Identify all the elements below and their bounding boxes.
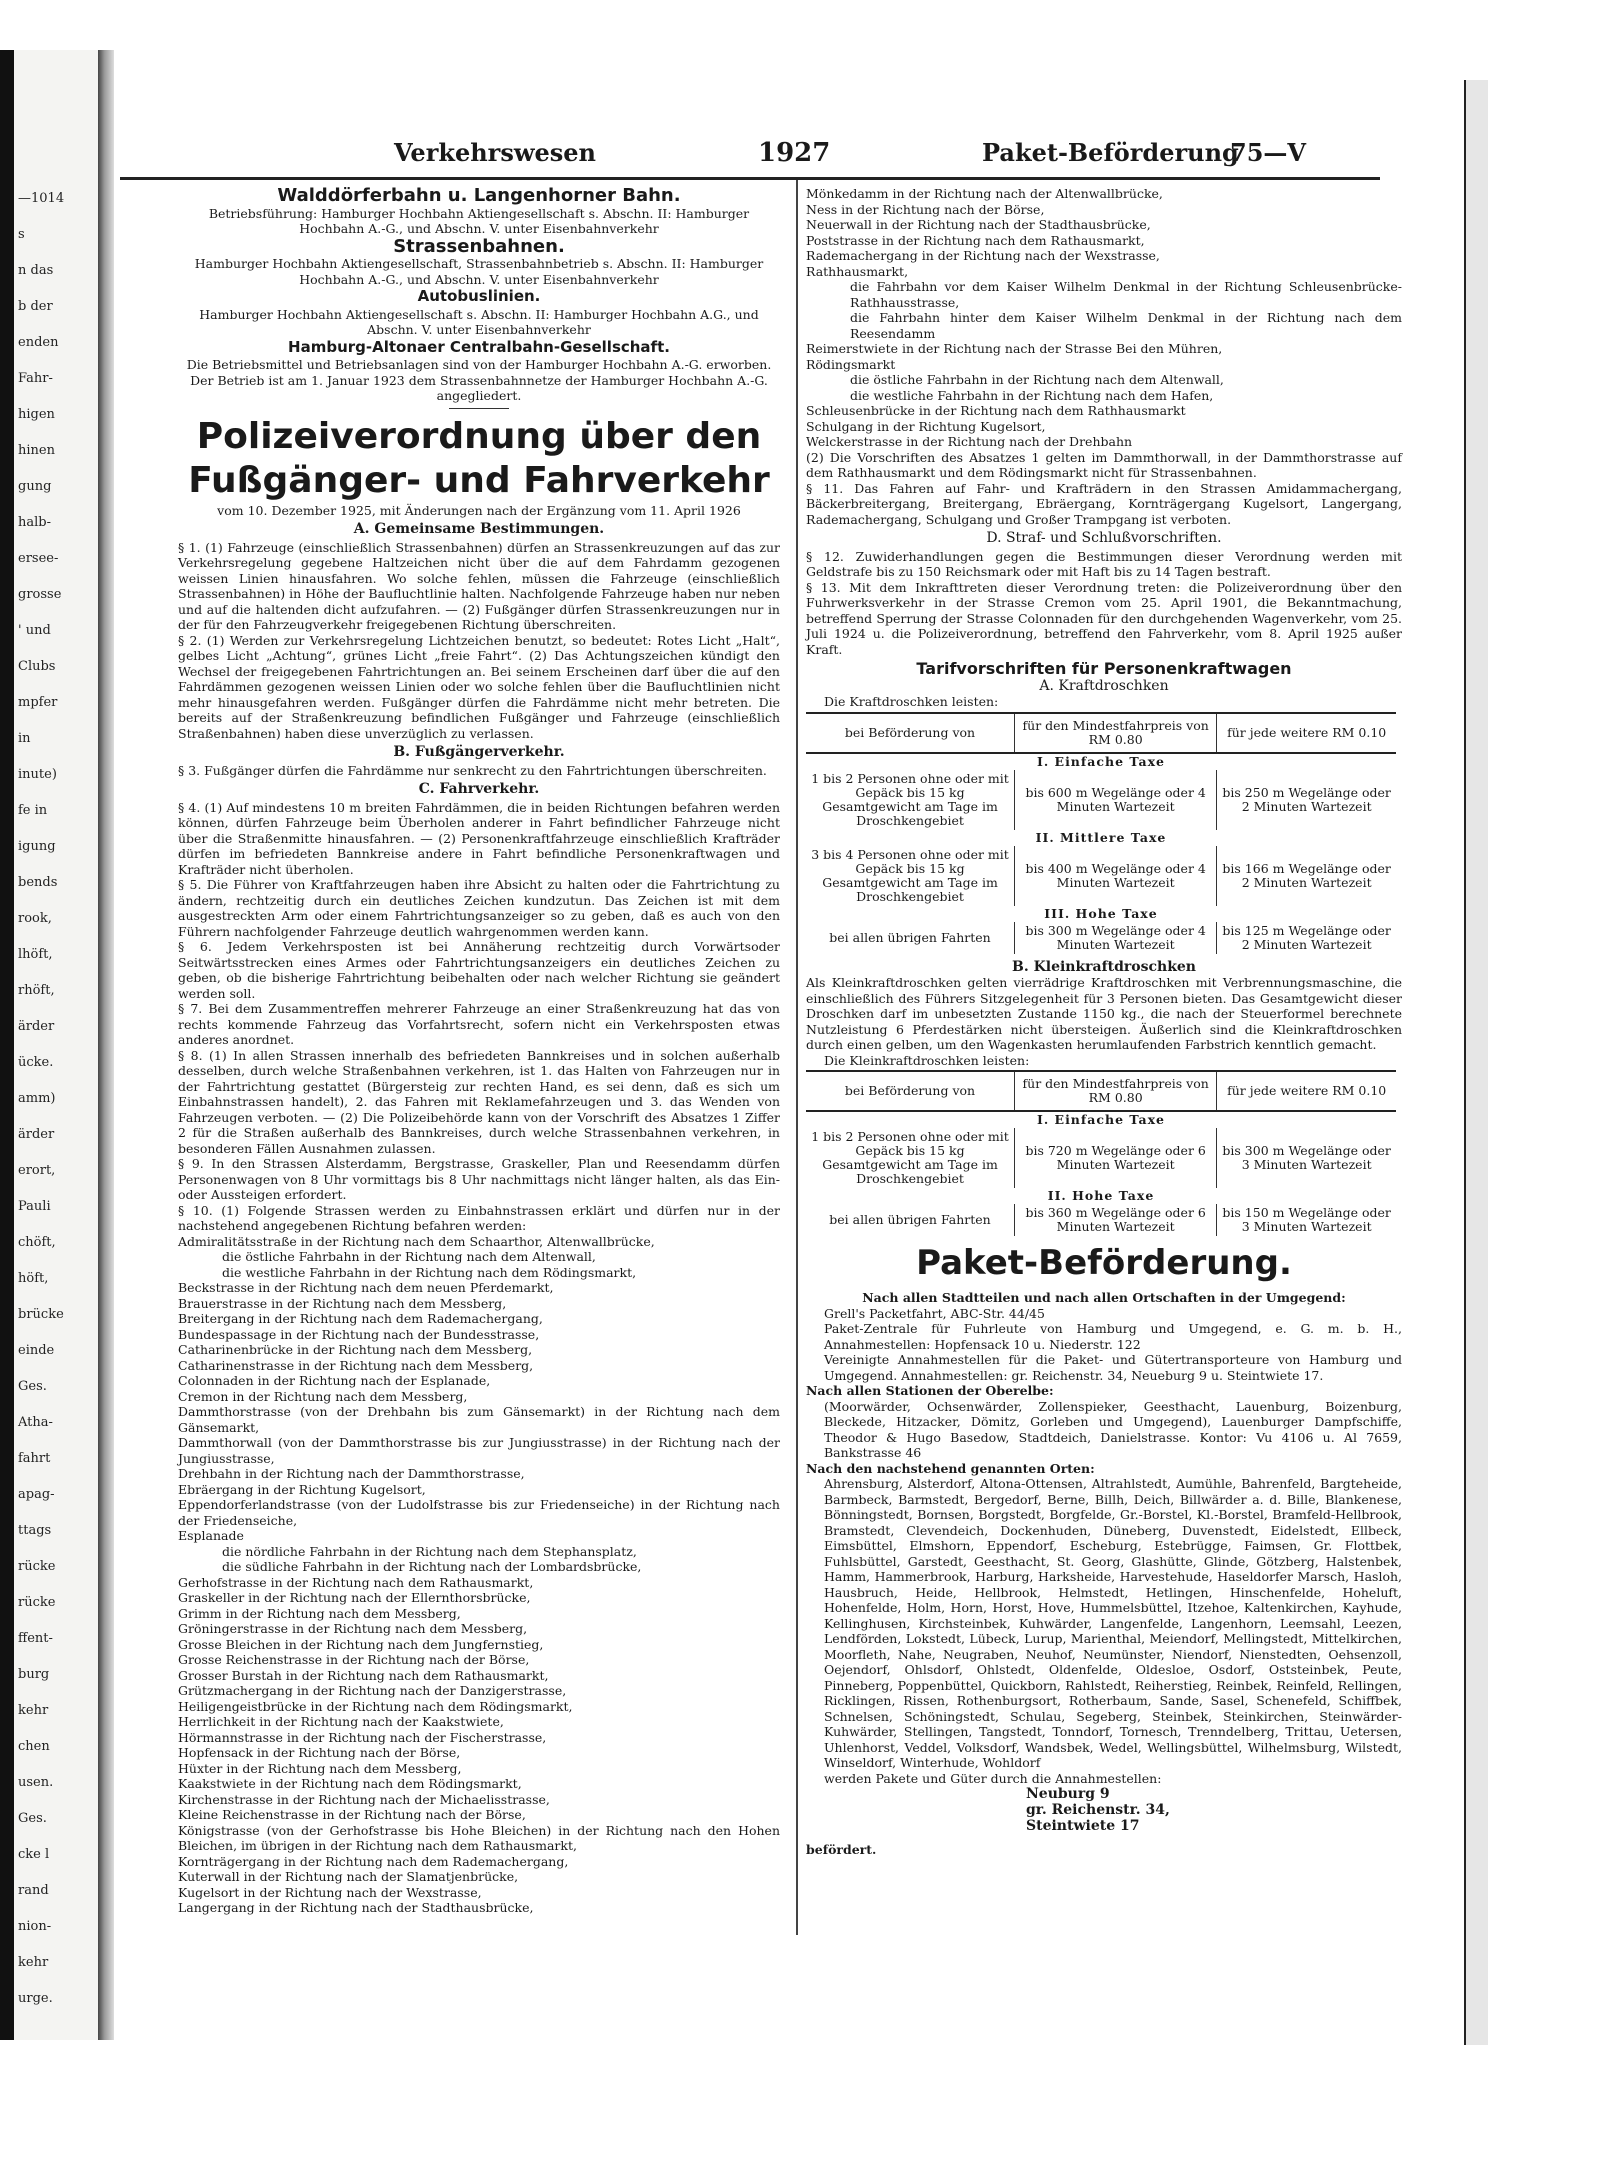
table-head-minimum: für den Mindestfahrpreis von RM 0.80 xyxy=(1015,713,1217,753)
street-entry: Beckstrasse in der Richtung nach dem neuen Pferdemarkt, xyxy=(178,1280,554,1295)
margin-fragment: gung xyxy=(18,479,52,494)
paragraph-10-2: (2) Die Vorschriften des Absatzes 1 gelten im Dammthorwall, in der Dammthorstrasse auf dem Rathhausmarkt und dem Rödingsmarkt nicht für Strassenbahnen. xyxy=(806,449,1402,480)
margin-fragment: apag- xyxy=(18,1487,55,1502)
margin-fragment: Clubs xyxy=(18,659,56,674)
tariff-passengers: bei allen übrigen Fahrten xyxy=(829,929,991,945)
margin-fragment: bends xyxy=(18,875,58,890)
orte-heading: Nach den nachstehend genannten Orten: xyxy=(806,1460,1095,1476)
street-entry: Grosse Bleichen in der Richtung nach dem Jungfernstieg, xyxy=(178,1636,544,1652)
tariff-band-label: I. Einfache Taxe xyxy=(1036,1112,1165,1127)
annahme-address: gr. Reichenstr. 34, xyxy=(1026,1802,1170,1818)
one-way-street-list-continued xyxy=(806,186,1402,450)
margin-fragment: rhöft, xyxy=(18,983,55,998)
street-entry: Hopfensack in der Richtung nach der Börse, xyxy=(178,1745,461,1760)
margin-fragment: chöft, xyxy=(18,1235,56,1250)
street-entry: Kuterwall in der Richtung nach der Slamatjenbrücke, xyxy=(178,1869,519,1884)
street-entry: Breitergang in der Richtung nach dem Rademachergang, xyxy=(178,1311,543,1326)
tariff-b-text: Als Kleinkraftdroschken gelten vierrädrige Kraftdroschken mit Verbrennungsmaschine, die einschließlich des Führers Sitzgelegenheit für 3 Personen bieten. Das Gesamtgewicht dieser Droschken darf im unbesetzten Zustande 1150 kg., die nach der Steuerformel berechnete Nutzleistung 6 Pferdestärken nicht übersteigen. Äußerlich sind die Kleinkraftdroschken durch einen gelben, um den Wagenkasten herumlaufenden Farbstrich kenntlich gemacht. xyxy=(806,975,1402,1052)
paket-intro: Nach allen Stadtteilen und nach allen Ortschaften in der Umgegend: xyxy=(862,1290,1346,1305)
paragraph-2: § 2. (1) Werden zur Verkehrsregelung Lichtzeichen benutzt, so bedeutet: Rotes Licht „Halt“, gelbes Licht „Achtung“, grünes Licht „freie Fahrt“. (2) Das Achtungszeichen kündigt den Wechsel der freigegebenen Fahrtrichtungen an. Bei seinem Erscheinen darf über die auf den Fahrdämmen gezogenen weissen Linien oder wo solche fehlen über die Baufluchtlinien nicht mehr hinausgefahren werden. Fußgänger dürfen die Fahrdämme nicht mehr betreten. Die bereits auf der Straßenkreuzung befindlichen Fußgänger und Fahrzeuge (einschließlich Straßenbahnen) haben diese unverzüglich zu verlassen. xyxy=(178,632,780,741)
street-entry: Cremon in der Richtung nach dem Messberg, xyxy=(178,1388,468,1404)
paragraph-8: § 8. (1) In allen Strassen innerhalb des befriedeten Bannkreises und in solchen außerhalb desselben, durch welche Straßenbahnen verkehren, ist 1. das Halten von Fahrzeugen nur in der Fahrtrichtung gestattet (Bürgersteig zur rechten Hand, es sei denn, daß es sich um Einbahnstrassen handelt), 2. das Fahren mit Reklamefahrzeugen und 3. das Wenden von Fahrzeugen verboten. — (2) Die Polizeibehörde kann von der Vorschrift des Absatzes 1 Ziffer 2 für die Straßen außerhalb des Bannkreises, durch welche Strassenbahnen verkehren, in besonderen Fällen Ausnahmen zulassen. xyxy=(178,1047,780,1156)
paragraph-3: § 3. Fußgänger dürfen die Fahrdämme nur senkrecht zu den Fahrtrichtungen überschreiten. xyxy=(178,762,767,778)
paragraph-1: § 1. (1) Fahrzeuge (einschließlich Strassenbahnen) dürfen an Strassenkreuzungen auf das zur Verkehrsregelung gegebene Haltzeichen nicht über die auf dem Fahrdamm gezogenen weissen Linien hinausfahren. Wo solche fehlen, müssen die Fahrzeuge (einschließlich Strassenbahnen) in Höhe der Baufluchtlinie halten. Nachfolgende Fahrzeuge haben nur neben und auf die haltenden dicht aufzufahren. — (2) Fußgänger dürfen Strassenkreuzungen nur in der für den Fahrzeugverkehr freigegebenen Richtung überschreiten. xyxy=(178,539,780,632)
table-row xyxy=(806,846,1396,906)
autobus-heading: Autobuslinien. xyxy=(417,287,541,305)
margin-fragment: nion- xyxy=(18,1919,52,1934)
tariff-b-heading: B. Kleinkraftdroschken xyxy=(1012,958,1196,975)
street-entry: Grosser Burstah in der Richtung nach dem Rathausmarkt, xyxy=(178,1667,549,1683)
street-entry: Königstrasse (von der Gerhofstrasse bis Hohe Bleichen) in der Richtung nach den Hohen Bleichen, im übrigen in der Richtung nach dem Rathausmarkt, xyxy=(178,1822,780,1853)
autobus-text: Hamburger Hochbahn Aktiengesellschaft s. Abschn. II: Hamburger Hochbahn A.G., und Abschn. V. unter Eisenbahnverkehr xyxy=(199,306,759,337)
margin-fragment: ärder xyxy=(18,1127,55,1142)
margin-fragment: b der xyxy=(18,299,53,314)
street-entry: Drehbahn in der Richtung nach der Dammthorstrasse, xyxy=(178,1466,525,1481)
street-entry: Mönkedamm in der Richtung nach der Altenwallbrücke, xyxy=(806,186,1163,201)
margin-fragment: urge. xyxy=(18,1991,53,2006)
street-entry: Catharinenbrücke in der Richtung nach dem Messberg, xyxy=(178,1342,533,1357)
section-a-heading: A. Gemeinsame Bestimmungen. xyxy=(353,521,605,537)
tariff-band-row xyxy=(806,1111,1396,1128)
margin-fragment: fahrt xyxy=(18,1451,51,1466)
street-entry: die südliche Fahrbahn in der Richtung nach der Lombardsbrücke, xyxy=(222,1559,642,1574)
margin-fragment: igung xyxy=(18,839,56,854)
book-gutter xyxy=(98,50,114,2040)
paragraph-4: § 4. (1) Auf mindestens 10 m breiten Fahrdämmen, die in beiden Richtungen befahren werden können, dürfen Fahrzeuge beim Überholen anderer in Fahrt befindlicher Fahrzeuge nicht über die Straßenmitte hinausfahren. — (2) Personenkraftfahrzeuge einschließlich Krafträder dürfen im befriedeten Bannkreise andere in Fahrt befindliche Personenkraftwagen und Krafträder nicht überholen. xyxy=(178,799,780,877)
tariff-passengers: 1 bis 2 Personen ohne oder mit Gepäck bis 15 kg Gesamtgewicht am Tage im Droschkengebiet xyxy=(811,770,1009,828)
tariff-minimum: bis 300 m Wegelänge oder 4 Minuten Wartezeit xyxy=(1015,922,1217,954)
paket-service: Paket-Zentrale für Fuhrleute von Hamburg und Umgegend, e. G. m. b. H., Annahmestellen: Hopfensack 10 u. Niederstr. 122 xyxy=(824,1321,1402,1352)
header-page-number: 75—V xyxy=(1230,138,1307,167)
margin-fragment: brücke xyxy=(18,1307,64,1322)
tariff-band-label: I. Einfache Taxe xyxy=(1036,753,1165,769)
margin-fragment: n das xyxy=(18,263,54,278)
margin-fragment: inute) xyxy=(18,767,57,782)
margin-fragment: höft, xyxy=(18,1271,49,1286)
section-c-heading: C. Fahrverkehr. xyxy=(418,781,540,797)
street-entry: die Fahrbahn hinter dem Kaiser Wilhelm Denkmal in der Richtung nach dem Reesendamm xyxy=(850,310,1402,341)
street-entry: Grimm in der Richtung nach dem Messberg, xyxy=(178,1605,461,1621)
paket-heading: Paket-Beförderung. xyxy=(916,1243,1292,1283)
paragraph-7: § 7. Bei dem Zusammentreffen mehrerer Fahrzeuge an einer Straßenkreuzung hat das von rechts kommende Fahrzeug das Vorfahrtsrecht, sofern nicht ein Verkehrsposten etwas anderes anordnet. xyxy=(178,1001,780,1047)
street-entry: Gerhofstrasse in der Richtung nach dem Rathausmarkt, xyxy=(178,1574,534,1590)
section-d-heading: D. Straf- und Schlußvorschriften. xyxy=(986,530,1222,546)
tariff-band-row xyxy=(806,906,1396,922)
walddoerfer-heading: Walddörferbahn u. Langenhorner Bahn. xyxy=(277,185,681,206)
paket-service: Vereinigte Annahmestellen für die Paket- und Gütertransporteure von Hamburg und Umgegend. Annahmestellen: gr. Reichenstr. 34, Neueburg 9 u. Steintwiete 17. xyxy=(824,1352,1402,1383)
header-topic: Paket-Beförderung xyxy=(982,138,1239,167)
margin-fragment: higen xyxy=(18,407,55,422)
paket-service: Grell's Packetfahrt, ABC-Str. 44/45 xyxy=(824,1305,1045,1321)
street-entry: Rödingsmarkt xyxy=(806,356,896,372)
street-entry: Kaakstwiete in der Richtung nach dem Rödingsmarkt, xyxy=(178,1776,522,1791)
tariff-band-label: II. Hohe Taxe xyxy=(1047,1188,1155,1203)
street-entry: Rademachergang in der Richtung nach der Wexstrasse, xyxy=(806,248,1160,263)
margin-fragment: kehr xyxy=(18,1703,49,1718)
tariff-heading: Tarifvorschriften für Personenkraftwagen xyxy=(916,659,1292,678)
street-entry: Catharinenstrasse in der Richtung nach dem Messberg, xyxy=(178,1357,534,1373)
margin-fragment: s xyxy=(18,227,25,242)
tariff-band-row xyxy=(806,1188,1396,1204)
table-row xyxy=(806,1128,1396,1188)
tariff-passengers: 3 bis 4 Personen ohne oder mit Gepäck bis 15 kg Gesamtgewicht am Tage im Droschkengebiet xyxy=(811,846,1009,904)
street-entry: Poststrasse in der Richtung nach dem Rathausmarkt, xyxy=(806,232,1145,248)
margin-fragment: grosse xyxy=(18,587,62,602)
margin-fragment: chen xyxy=(18,1739,50,1754)
orte-list: Ahrensburg, Alsterdorf, Altona-Ottensen, Altrahlstedt, Aumühle, Bahrenfeld, Bargteheide, Barmbeck, Barmstedt, Bergedorf, Berne, Billh, Deich, Billwärder a. d. Bille, Blankenese, Bönningstedt, Bornsen, Borgstedt, Borgfelde, Gr.-Borstel, Kl.-Borstel, Bramfeld-Hellbrook, Bramstedt, Clevendeich, Dockenhuden, Düneberg, Duvenstedt, Eidelstedt, Ellbeck, Eimsbüttel, Elmshorn, Eppendorf, Escheburg, Estebrügge, Faimsen, Gr. Flottbek, Fuhlsbüttel, Garstedt, Geesthacht, St. Georg, Glashütte, Glinde, Götzberg, Halstenbek, Hamm, Hammerbrook, Harburg, Harksheide, Harvestehude, Haseldorfer Marsch, Hasloh, Hausbruch, Heide, Hellbrook, Helmstedt, Hetlingen, Hinschenfelde, Hoheluft, Hohenfelde, Holm, Horn, Horst, Hove, Hummelsbüttel, Itzehoe, Kaltenkirchen, Kayhude, Kellinghusen, Kirchsteinbek, Kuhwärder, Langenfelde, Langenhorn, Leemsahl, Leezen, Lendförden, Lokstedt, Lübeck, Lurup, Marienthal, Meiendorf, Mellingstedt, Mittelkirchen, Moorfleth, Nahe, Neugraben, Neuhof, Neumünster, Niendorf, Nienstedten, Oehsenzoll, Oejendorf, Ohlsdorf, Ohlstedt, Oldenfelde, Oldesloe, Osdorf, Oststeinbek, Peute, Pinneberg, Poppenbüttel, Quickborn, Rahlstedt, Reiherstieg, Reinbek, Reinfeld, Rellingen, Ricklingen, Rissen, Rothenburgsort, Rotherbaum, Sande, Sasel, Schenefeld, Schiffbek, Schnelsen, Schöningstedt, Schulau, Segeberg, Steinbek, Steinkirchen, Steinwärder-Kuhwärder, Stellingen, Tangstedt, Tonndorf, Tornesch, Trenndelberg, Trittau, Uetersen, Uhlenhorst, Veddel, Volksdorf, Wandsbek, Wedel, Wellingsbüttel, Wilhelmsburg, Wilstedt, Winseldorf, Winterhude, Wohldorf xyxy=(824,1476,1402,1770)
walddoerfer-text: Betriebsführung: Hamburger Hochbahn Aktiengesellschaft s. Abschn. II: Hamburger Hochbahn A.-G., und Abschn. V. unter Eisenbahnverkehr xyxy=(208,205,750,236)
header-year: 1927 xyxy=(758,138,831,168)
street-entry: die östliche Fahrbahn in der Richtung nach dem Altenwall, xyxy=(850,372,1224,387)
margin-fragment: amm) xyxy=(18,1091,56,1106)
tariff-minimum: bis 720 m Wegelänge oder 6 Minuten Wartezeit xyxy=(1015,1128,1217,1188)
street-entry: Reimerstwiete in der Richtung nach der Strasse Bei den Mühren, xyxy=(806,341,1223,356)
altonaer-heading: Hamburg-Altonaer Centralbahn-Gesellschaft. xyxy=(288,337,670,356)
tariff-band-label: III. Hohe Taxe xyxy=(1044,905,1158,921)
tariff-a-heading: A. Kraftdroschken xyxy=(1039,677,1169,694)
table-head-extra: für jede weitere RM 0.10 xyxy=(1217,1071,1396,1111)
street-entry: Grosse Reichenstrasse in der Richtung nach der Börse, xyxy=(178,1652,530,1667)
street-entry: Kleine Reichenstrasse in der Richtung nach der Börse, xyxy=(178,1807,526,1822)
tariff-extra: bis 150 m Wegelänge oder 3 Minuten Wartezeit xyxy=(1217,1204,1396,1236)
befoerdert-text: befördert. xyxy=(806,1842,877,1857)
paket-services xyxy=(806,1306,1402,1384)
street-entry: Gröningerstrasse in der Richtung nach dem Messberg, xyxy=(178,1621,528,1636)
header-section: Verkehrswesen xyxy=(394,138,596,167)
tariff-minimum: bis 600 m Wegelänge oder 4 Minuten Wartezeit xyxy=(1015,770,1217,830)
margin-fragment: Atha- xyxy=(18,1415,53,1430)
street-entry: Hörmannstrasse in der Richtung nach der Fischerstrasse, xyxy=(178,1729,547,1745)
orte-tail: werden Pakete und Güter durch die Annahmestellen: xyxy=(824,1770,1162,1786)
margin-fragment: burg xyxy=(18,1667,50,1682)
table-head-route: bei Beförderung von xyxy=(806,713,1015,753)
annahme-address: Neuburg 9 xyxy=(1026,1786,1110,1802)
tariff-extra: bis 166 m Wegelänge oder 2 Minuten Wartezeit xyxy=(1217,846,1396,906)
margin-fragment: enden xyxy=(18,335,59,350)
margin-fragment: halb- xyxy=(18,515,51,530)
tariff-band-row xyxy=(806,830,1396,846)
street-entry: Schleusenbrücke in der Richtung nach dem Rathhausmarkt xyxy=(806,403,1186,418)
street-entry: die Fahrbahn vor dem Kaiser Wilhelm Denkmal in der Richtung Schleusenbrücke-Rathhausstrasse, xyxy=(850,279,1402,310)
street-entry: Dammthorstrasse (von der Drehbahn bis zum Gänsemarkt) in der Richtung nach dem Gänsemarkt, xyxy=(178,1404,780,1435)
tariff-passengers: 1 bis 2 Personen ohne oder mit Gepäck bis 15 kg Gesamtgewicht am Tage im Droschkengebiet xyxy=(811,1129,1009,1186)
ordinance-date: vom 10. Dezember 1925, mit Änderungen nach der Ergänzung vom 11. April 1926 xyxy=(217,502,741,518)
margin-fragment: usen. xyxy=(18,1775,54,1790)
margin-fragment: in xyxy=(18,731,31,746)
paragraph-10: § 10. (1) Folgende Strassen werden zu Einbahnstrassen erklärt und dürfen nur in der nachstehend angegebenen Richtung befahren werden: xyxy=(178,1202,780,1233)
street-entry: Schulgang in der Richtung Kugelsort, xyxy=(806,418,1046,434)
right-column xyxy=(806,186,1402,1858)
street-entry: Brauerstrasse in der Richtung nach dem Messberg, xyxy=(178,1295,507,1311)
street-entry: die westliche Fahrbahn in der Richtung nach dem Rödingsmarkt, xyxy=(222,1264,637,1280)
tariff-table-b xyxy=(806,1070,1396,1236)
street-entry: Langergang in der Richtung nach der Stadthausbrücke, xyxy=(178,1900,534,1915)
margin-fragment: lhöft, xyxy=(18,947,53,962)
left-column xyxy=(178,186,780,1916)
street-entry: Kirchenstrasse in der Richtung nach der Michaelisstrasse, xyxy=(178,1791,550,1807)
margin-fragment: hinen xyxy=(18,443,55,458)
annahme-addresses xyxy=(806,1786,1402,1834)
tariff-passengers: bei allen übrigen Fahrten xyxy=(829,1212,991,1227)
street-entry: Admiralitätsstraße in der Richtung nach dem Schaarthor, Altenwallbrücke, xyxy=(178,1233,655,1249)
paragraph-9: § 9. In den Strassen Alsterdamm, Bergstrasse, Graskeller, Plan und Reesendamm dürfen Personenwagen von 8 Uhr vormittags bis 8 Uhr nachmittags nicht länger halten, als das Ein- oder Aussteigen erfordert. xyxy=(178,1156,780,1202)
paragraph-6: § 6. Jedem Verkehrsposten ist bei Annäherung rechtzeitig durch Vorwärtsoder Seitwärtsstrecken eines Armes oder Fahrtrichtungsanzeigers ein deutliches Zeichen zu geben, ob die bisherige Fahrtrichtung beibehalten oder nach welcher Richtung sie geändert werden soll. xyxy=(178,939,780,1001)
margin-fragment: ücke. xyxy=(18,1055,54,1070)
street-entry: Rathhausmarkt, xyxy=(806,263,909,279)
tariff-band-label: II. Mittlere Taxe xyxy=(1035,829,1167,845)
street-entry: Dammthorwall (von der Dammthorstrasse bis zur Jungiusstrasse) in der Richtung nach der Jungiusstrasse, xyxy=(178,1435,780,1466)
section-rule xyxy=(449,408,509,409)
street-entry: Ebräergang in der Richtung Kugelsort, xyxy=(178,1481,426,1497)
street-entry: Ness in der Richtung nach der Börse, xyxy=(806,201,1045,217)
altonaer-text: Die Betriebsmittel und Betriebsanlagen sind von der Hamburger Hochbahn A.-G. erworben. Der Betrieb ist am 1. Januar 1923 dem Strassenbahnnetze der Hamburger Hochbahn A.-G. angegliedert. xyxy=(186,357,772,403)
next-page-edge xyxy=(1464,80,1488,2045)
table-head-extra: für jede weitere RM 0.10 xyxy=(1217,713,1396,753)
tariff-table-a xyxy=(806,712,1396,954)
street-entry: Neuerwall in der Richtung nach der Stadthausbrücke, xyxy=(806,217,1151,232)
street-entry: Heiligengeistbrücke in der Richtung nach dem Rödingsmarkt, xyxy=(178,1698,573,1714)
street-entry: Bundespassage in der Richtung nach der Bundesstrasse, xyxy=(178,1326,540,1342)
margin-fragment: ffent- xyxy=(18,1631,53,1646)
previous-page-margin xyxy=(14,50,104,2040)
margin-fragment: Ges. xyxy=(18,1379,47,1394)
street-entry: die östliche Fahrbahn in der Richtung nach dem Altenwall, xyxy=(222,1249,596,1264)
street-entry: Graskeller in der Richtung nach der Ellernthorsbrücke, xyxy=(178,1590,531,1605)
street-entry: die westliche Fahrbahn in der Richtung nach dem Hafen, xyxy=(850,387,1214,403)
street-entry: Kornträgergang in der Richtung nach dem Rademachergang, xyxy=(178,1853,569,1869)
tariff-b-intro: Die Kleinkraftdroschken leisten: xyxy=(824,1052,1030,1068)
margin-fragment: Fahr- xyxy=(18,371,53,386)
street-entry: Grützmachergang in der Richtung nach der Danzigerstrasse, xyxy=(178,1683,567,1698)
tariff-extra: bis 250 m Wegelänge oder 2 Minuten Wartezeit xyxy=(1217,770,1396,830)
margin-fragment: kehr xyxy=(18,1955,49,1970)
margin-fragment: —1014 xyxy=(18,191,65,206)
paragraph-12: § 12. Zuwiderhandlungen gegen die Bestimmungen dieser Verordnung werden mit Geldstrafe bis zu 150 Reichsmark oder mit Haft bis zu 14 Tagen bestraft. xyxy=(806,548,1402,579)
margin-fragment: ttags xyxy=(18,1523,52,1538)
street-entry: Esplanade xyxy=(178,1528,244,1543)
margin-fragment: ' und xyxy=(18,623,51,638)
tariff-band-row xyxy=(806,753,1396,770)
margin-fragment: Pauli xyxy=(18,1199,51,1214)
tariff-minimum: bis 400 m Wegelänge oder 4 Minuten Wartezeit xyxy=(1015,846,1217,906)
oberelbe-heading: Nach allen Stationen der Oberelbe: xyxy=(806,1383,1054,1398)
table-head-minimum: für den Mindestfahrpreis von RM 0.80 xyxy=(1015,1071,1217,1111)
margin-fragment: einde xyxy=(18,1343,55,1358)
table-row xyxy=(806,1204,1396,1236)
header-rule xyxy=(120,177,1380,180)
oberelbe-text: (Moorwärder, Ochsenwärder, Zollenspieker, Geesthacht, Lauenburg, Boizenburg, Bleckede, Hitzacker, Dömitz, Gorleben und Umgegend), Lauenburger Dampfschiffe, Theodor & Hugo Basedow, Stadtdeich, Danielstrasse. Kontor: Vu 4106 u. Al 7659, Bankstrasse 46 xyxy=(824,1398,1402,1460)
margin-fragment: Ges. xyxy=(18,1811,47,1826)
margin-fragment: rücke xyxy=(18,1559,56,1574)
ordinance-title-line-1: Polizeiverordnung über den xyxy=(196,415,762,457)
street-entry: Welckerstrasse in der Richtung nach der Drehbahn xyxy=(806,434,1133,449)
margin-fragment: rook, xyxy=(18,911,52,926)
margin-fragment: fe in xyxy=(18,803,48,818)
street-entry: Kugelsort in der Richtung nach der Wexstrasse, xyxy=(178,1884,482,1900)
tariff-extra: bis 125 m Wegelänge oder 2 Minuten Wartezeit xyxy=(1217,922,1396,954)
annahme-address: Steintwiete 17 xyxy=(1026,1818,1140,1834)
tariff-minimum: bis 360 m Wegelänge oder 6 Minuten Wartezeit xyxy=(1015,1204,1217,1236)
margin-fragment: erort, xyxy=(18,1163,56,1178)
tariff-a-intro: Die Kraftdroschken leisten: xyxy=(824,694,999,709)
paragraph-13: § 13. Mit dem Inkrafttreten dieser Verordnung treten: die Polizeiverordnung über den Fuhrwerksverkehr in der Strasse Cremon vom 25. April 1901, die Bekanntmachung, betreffend Sperrung der Strasse Colonnaden für den durchgehenden Wagenverkehr, vom 25. Juli 1924 u. die Polizeiverordnung, betreffend den Fahrverkehr, vom 8. April 1925 außer Kraft. xyxy=(806,579,1402,657)
margin-fragment: rücke xyxy=(18,1595,56,1610)
ordinance-title-line-2: Fußgänger- und Fahrverkehr xyxy=(188,459,770,501)
street-entry: Hüxter in der Richtung nach dem Messberg, xyxy=(178,1760,462,1776)
margin-fragment: ärder xyxy=(18,1019,55,1034)
running-header xyxy=(270,138,1380,178)
tariff-extra: bis 300 m Wegelänge oder 3 Minuten Wartezeit xyxy=(1217,1128,1396,1188)
margin-fragment: ersee- xyxy=(18,551,59,566)
one-way-street-list xyxy=(178,1234,780,1916)
scan-bottom-margin xyxy=(0,2045,1600,2177)
section-b-heading: B. Fußgängerverkehr. xyxy=(393,744,565,760)
margin-fragment: rand xyxy=(18,1883,49,1898)
street-entry: Herrlichkeit in der Richtung nach der Kaakstwiete, xyxy=(178,1714,504,1729)
margin-fragment: cke l xyxy=(18,1847,50,1862)
strassenbahnen-text: Hamburger Hochbahn Aktiengesellschaft, Strassenbahnbetrieb s. Abschn. II: Hamburger Hochbahn A.-G., und Abschn. V. unter Eisenbahnverkehr xyxy=(194,256,764,287)
column-divider xyxy=(796,180,798,1935)
table-row xyxy=(806,922,1396,954)
paragraph-11: § 11. Das Fahren auf Fahr- und Krafträdern in den Strassen Amidammachergang, Bäckerbreitergang, Breitergang, Ebräergang, Kornträgergang Kugelsort, Langergang, Rademachergang, Schulgang und Großer Trampgang ist verboten. xyxy=(806,480,1402,527)
margin-fragment: mpfer xyxy=(18,695,58,710)
table-head-route: bei Beförderung von xyxy=(806,1071,1015,1111)
binding-shadow xyxy=(0,50,14,2040)
street-entry: Eppendorferlandstrasse (von der Ludolfstrasse bis zur Friedenseiche) in der Richtung nach der Friedenseiche, xyxy=(178,1497,780,1528)
strassenbahnen-heading: Strassenbahnen. xyxy=(393,235,565,257)
street-entry: die nördliche Fahrbahn in der Richtung nach dem Stephansplatz, xyxy=(222,1543,637,1559)
table-row xyxy=(806,770,1396,830)
paragraph-5: § 5. Die Führer von Kraftfahrzeugen haben ihre Absicht zu halten oder die Fahrtrichtung zu ändern, rechtzeitig durch ein deutliches Zeichen kundzutun. Das Zeichen ist mit dem ausgestreckten Arm oder einem Fahrtrichtungsanzeiger so zu geben, daß es auch von den Führern nachfolgender Fahrzeuge deutlich wahrgenommen werden kann. xyxy=(178,877,780,939)
street-entry: Colonnaden in der Richtung nach der Esplanade, xyxy=(178,1373,491,1388)
